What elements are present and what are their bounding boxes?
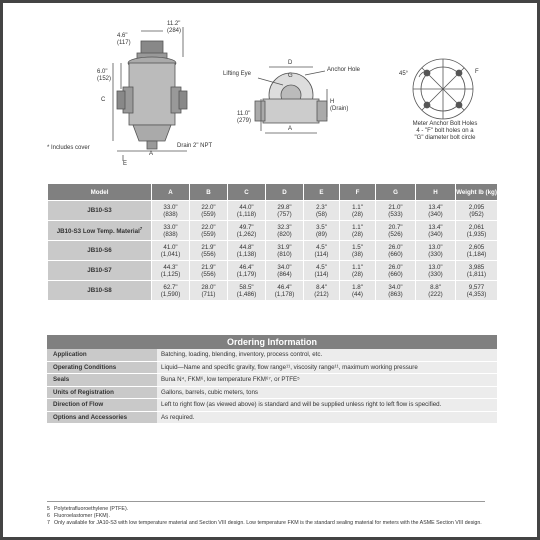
model-cell: JB10-S8: [48, 281, 152, 301]
value-cell: 20.7" (526): [376, 221, 416, 241]
model-cell: JB10-S3 Low Temp. Material$^7$: [48, 221, 152, 241]
value-cell: 22.0" (559): [190, 201, 228, 221]
ordering-text: Liquid—Name and specific gravity, flow range¹¹, viscosity range¹¹, maximum working pressure: [157, 362, 497, 374]
value-cell: 26.0" (660): [376, 241, 416, 261]
ordering-row: [47, 349, 497, 362]
value-cell: 1.1" (28): [340, 201, 376, 221]
value-cell: 1.8" (44): [340, 281, 376, 301]
ordering-row: [47, 374, 497, 387]
dim-e-label: E: [123, 161, 128, 167]
ordering-row: [47, 362, 497, 375]
dim-h-label: H (Drain): [330, 99, 349, 112]
value-cell: 13.0" (330): [416, 261, 456, 281]
value-cell: 29.8" (757): [266, 201, 304, 221]
value-cell: 33.0" (838): [152, 221, 190, 241]
value-cell: 44.3" (1,125): [152, 261, 190, 281]
footnote: [47, 513, 517, 520]
footnote-text: Fluoroelastomer (FKM).: [54, 513, 110, 520]
meter-drawings-svg: [43, 13, 513, 183]
table-row: [48, 261, 498, 281]
value-cell: 13.4" (340): [416, 221, 456, 241]
ordering-row: [47, 412, 497, 425]
ordering-label: Units of Registration: [47, 387, 157, 399]
footnote-divider: [47, 501, 485, 502]
dimensions-table: [47, 183, 498, 301]
includes-cover-note: * Includes cover: [47, 145, 90, 151]
side-dim-label: 6.0" (152): [97, 69, 112, 82]
value-cell: 1.1" (28): [340, 261, 376, 281]
value-cell: 9,577 (4,353): [456, 281, 498, 301]
top-width-label: 4.6" (117): [117, 33, 131, 46]
table-row: [48, 221, 498, 241]
value-cell: 62.7" (1,590): [152, 281, 190, 301]
value-cell: 21.0" (533): [376, 201, 416, 221]
ordering-text: As required.: [157, 412, 497, 424]
value-cell: 8.4" (212): [304, 281, 340, 301]
footnote-text: Only available for JA10-S3 with low temperature material and Section VIII design. Low temperature FKM is the standard sealing material for meters with the ASME Section VIII design.: [54, 520, 482, 527]
ordering-label: Direction of Flow: [47, 399, 157, 411]
col-header-model: Model: [48, 184, 152, 201]
col-header-g: G: [376, 184, 416, 201]
value-cell: 21.9" (556): [190, 241, 228, 261]
value-cell: 46.4" (1,179): [228, 261, 266, 281]
dimension-drawings: [43, 13, 513, 183]
value-cell: 32.3" (820): [266, 221, 304, 241]
ordering-row: [47, 387, 497, 400]
value-cell: 1.5" (38): [340, 241, 376, 261]
col-header-weight: Weight lb (kg): [456, 184, 498, 201]
footnotes: [47, 506, 517, 528]
footnote-number: 6: [47, 513, 50, 520]
value-cell: 4.5" (114): [304, 261, 340, 281]
value-cell: 31.9" (810): [266, 241, 304, 261]
value-cell: 44.0" (1,118): [228, 201, 266, 221]
drain-label: Drain 2" NPT: [177, 143, 213, 149]
table-row: [48, 241, 498, 261]
dim-d-label: D: [288, 60, 293, 66]
value-cell: 28.0" (711): [190, 281, 228, 301]
table-header-row: [48, 184, 498, 201]
value-cell: 4.5" (114): [304, 241, 340, 261]
value-cell: 21.9" (556): [190, 261, 228, 281]
mid-height-label: 11.0" (279): [237, 111, 252, 124]
value-cell: 3,985 (1,811): [456, 261, 498, 281]
value-cell: 2.3" (58): [304, 201, 340, 221]
footnote-ref: 7: [139, 226, 143, 232]
top-height-label: 11.2" (284): [167, 21, 182, 34]
value-cell: 3.5" (89): [304, 221, 340, 241]
footnote-number: 7: [47, 520, 50, 527]
value-cell: 33.0" (838): [152, 201, 190, 221]
ordering-label: Seals: [47, 374, 157, 386]
ordering-text: Buna N⁴, FKM⁶, low temperature FKM⁶⁷, or PTFE⁵: [157, 374, 497, 386]
value-cell: 44.8" (1,138): [228, 241, 266, 261]
bolt-circle-drawing: [413, 59, 473, 119]
col-header-c: C: [228, 184, 266, 201]
col-header-f: F: [340, 184, 376, 201]
ordering-rows: [47, 349, 497, 424]
dimensions-table-body: [48, 201, 498, 301]
ordering-text: Gallons, barrels, cubic meters, tons: [157, 387, 497, 399]
dim-g-label: G: [288, 73, 293, 79]
ordering-information: [47, 335, 497, 424]
value-cell: 49.7" (1,262): [228, 221, 266, 241]
value-cell: 2,605 (1,184): [456, 241, 498, 261]
ordering-text: Batching, loading, blending, inventory, process control, etc.: [157, 349, 497, 361]
value-cell: 34.0" (864): [266, 261, 304, 281]
ordering-label: Operating Conditions: [47, 362, 157, 374]
value-cell: 41.0" (1,041): [152, 241, 190, 261]
bolt-holes-caption: Meter Anchor Bolt Holes 4 - "F" bolt holes on a "G" diameter bolt circle: [412, 121, 478, 141]
side-view-drawing: [113, 27, 187, 161]
model-cell: JB10-S6: [48, 241, 152, 261]
dim-a-mid-label: A: [288, 126, 293, 132]
lifting-eye-label: Lifting Eye: [223, 71, 252, 77]
value-cell: 34.0" (863): [376, 281, 416, 301]
value-cell: 8.8" (222): [416, 281, 456, 301]
ordering-label: Application: [47, 349, 157, 361]
value-cell: 26.0" (660): [376, 261, 416, 281]
ordering-row: [47, 399, 497, 412]
footnote: [47, 520, 517, 527]
value-cell: 22.0" (559): [190, 221, 228, 241]
value-cell: 2,095 (952): [456, 201, 498, 221]
dim-c-label: C: [101, 97, 106, 103]
col-header-e: E: [304, 184, 340, 201]
dim-f-label: F: [475, 69, 479, 75]
footnote-text: Polytetrafluoroethylene (PTFE).: [54, 506, 129, 512]
value-cell: 58.5" (1,486): [228, 281, 266, 301]
ordering-title: Ordering Information: [47, 335, 497, 349]
value-cell: 13.0" (330): [416, 241, 456, 261]
ordering-text: Left to right flow (as viewed above) is standard and will be supplied unless right to left flow is specified.: [157, 399, 497, 411]
model-cell: JB10-S3: [48, 201, 152, 221]
dim-a-label: A: [149, 151, 154, 157]
value-cell: 2,061 (1,935): [456, 221, 498, 241]
col-header-b: B: [190, 184, 228, 201]
anchor-hole-label: Anchor Hole: [327, 67, 361, 73]
value-cell: 13.4" (340): [416, 201, 456, 221]
table-row: [48, 201, 498, 221]
col-header-d: D: [266, 184, 304, 201]
value-cell: 1.1" (28): [340, 221, 376, 241]
table-row: [48, 281, 498, 301]
ordering-label: Options and Accessories: [47, 412, 157, 424]
col-header-a: A: [152, 184, 190, 201]
footnote: [47, 506, 517, 513]
footnote-number: 5: [47, 506, 50, 512]
value-cell: 46.4" (1,178): [266, 281, 304, 301]
col-header-h: H: [416, 184, 456, 201]
angle-label: 45°: [399, 71, 409, 77]
model-cell: JB10-S7: [48, 261, 152, 281]
